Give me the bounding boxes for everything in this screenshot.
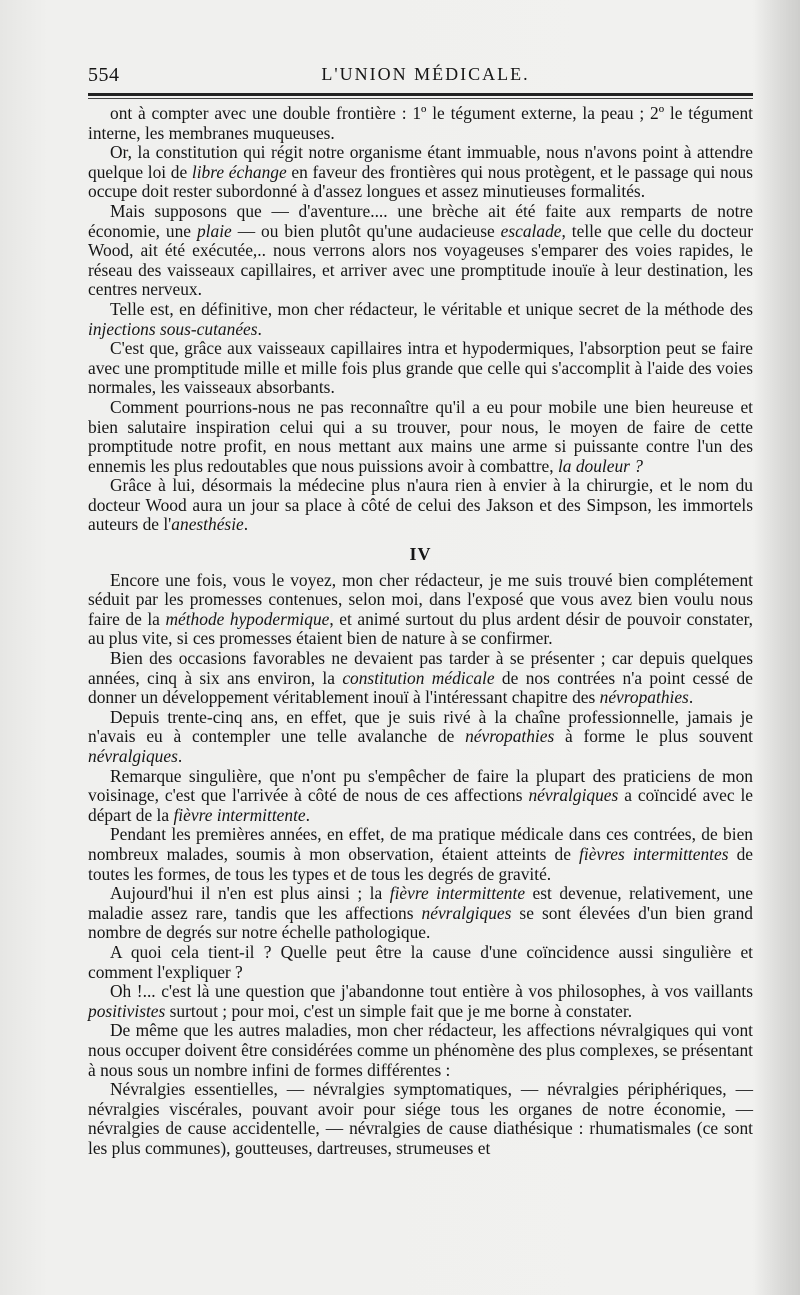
- text-run: — ou bien plutôt qu'une audacieuse: [231, 220, 501, 241]
- text-run: Pendant les premières années, en effet, de ma pratique médicale dans ces contrées, de bien nombreux malades, soumis à mon observation, étaient atteints de: [88, 824, 753, 864]
- text-run: Depuis trente-cinq ans, en effet, que je suis rivé à la chaîne professionnelle, jamais je n'avais eu à contempler une telle avalanche de: [88, 706, 753, 747]
- italic-text: névralgiques: [421, 902, 512, 923]
- paragraph: [88, 300, 753, 339]
- italic-text: la douleur ?: [557, 455, 643, 476]
- italic-text: névralgiques: [528, 785, 619, 806]
- text-run: Comment pourrions-nous ne pas reconnaître qu'il a eu pour mobile une bien heureuse et bien salutaire inspiration celui qui a su trouver, pour nous, le moyen de faire de cette promptitude notre profit, en nous mettant aux mains une arme si puissante contre l'un des ennemis les plus redoutables que nous puissions avoir à combattre,: [88, 396, 753, 476]
- italic-text: névralgiques: [88, 746, 178, 766]
- text-run: Névralgies essentielles, — névralgies symptomatiques, — névralgies périphériques, — névralgies viscérales, pouvant avoir pour siége tous les organes de notre économie, — névralgies de cause accidentelle, — névralgies de cause diathésique : rhumatismales (ce sont les plus communes), goutteuses, dartreuses, strumeuses et: [88, 1079, 753, 1158]
- header-rule: [88, 93, 753, 99]
- text-run: Telle est, en définitive, mon cher rédacteur, le véritable et unique secret de la méthode des: [110, 298, 753, 319]
- italic-text: méthode hypodermique: [165, 608, 330, 629]
- text-run: de nos contrées n'a point cessé de donner un développement véritablement inouï à l'intéressant chapitre des: [88, 667, 753, 708]
- paragraph: [88, 143, 753, 202]
- italic-text: névropathies: [465, 726, 555, 747]
- text-run: se sont élevées d'un bien grand nombre de degrés sur notre échelle pathologique.: [88, 902, 753, 943]
- paragraph: [88, 571, 753, 649]
- page-header: [88, 58, 753, 88]
- paragraph: [88, 708, 753, 767]
- text-run: à forme le plus souvent: [554, 726, 753, 747]
- text-run: Bien des occasions favorables ne devaient pas tarder à se présenter ; car depuis quelques années, cinq à six ans environ, la: [88, 648, 753, 688]
- text-run: .: [305, 804, 310, 825]
- text-run: .: [257, 318, 262, 339]
- paragraph: [88, 104, 753, 143]
- paragraph: [88, 476, 753, 535]
- text-run: C'est que, grâce aux vaisseaux capillaires intra et hypodermiques, l'absorption peut se faire avec une promptitude mille et mille fois plus grande que celle qui s'accomplit à l'aide des voies normales, les vaisseaux absorbants.: [88, 338, 753, 398]
- paragraph: [88, 649, 753, 708]
- text-run: en faveur des frontières qui nous protègent, et le passage qui nous occupe doit rester subordonné à d'assez longues et assez minutieuses formalités.: [88, 161, 753, 202]
- section-heading: IV: [409, 544, 432, 565]
- text-run: Mais supposons que — d'aventure.... une brèche ait été faite aux remparts de notre économie, une: [88, 200, 753, 241]
- paragraphs-after-section: [88, 571, 753, 1159]
- italic-text: injections sous-cutanées: [88, 318, 258, 339]
- text-run: Encore une fois, vous le voyez, mon cher rédacteur, je me suis trouvé bien complétement séduit par les promesses contenues, selon moi, dans l'exposé que vous avez bien voulu nous faire de la: [88, 569, 753, 629]
- italic-text: fièvre intermittente: [173, 804, 306, 825]
- text-run: .: [243, 514, 249, 535]
- paragraph: [88, 1021, 753, 1080]
- paragraph: [88, 825, 753, 884]
- paragraph: [88, 339, 753, 398]
- italic-text: constitution médicale: [342, 667, 495, 688]
- page-number: 554: [88, 64, 120, 86]
- text-run: .: [688, 687, 694, 708]
- paragraphs-before-section: [88, 104, 753, 535]
- italic-text: fièvres intermittentes: [579, 843, 729, 864]
- text-run: ont à compter avec une double frontière : 1º le tégument externe, la peau ; 2º le tégument interne, les membranes muqueuses.: [88, 103, 753, 143]
- italic-text: plaie: [196, 220, 232, 241]
- text-run: A quoi cela tient-il ? Quelle peut être la cause d'une coïncidence aussi singulière et comment l'expliquer ?: [88, 941, 753, 982]
- italic-text: libre échange: [191, 161, 287, 182]
- running-head: L'UNION MÉDICALE.: [321, 64, 530, 84]
- paragraph: [88, 202, 753, 300]
- text-run: surtout ; pour moi, c'est un simple fait que je me borne à constater.: [165, 1000, 633, 1021]
- text-run: est devenue, relativement, une maladie assez rare, tandis que les affections: [88, 883, 754, 923]
- text-run: Oh !... c'est là une question que j'abandonne tout entière à vos philosophes, à vos vaillants: [110, 981, 753, 1002]
- text-run: Aujourd'hui il n'en est plus ainsi ; la: [110, 883, 390, 904]
- text-run: Grâce à lui, désormais la médecine plus n'aura rien à envier à la chirurgie, et le nom du docteur Wood aura un jour sa place à côté de celui des Jakson et des Simpson, les immortels auteurs de l': [88, 475, 753, 535]
- italic-text: fièvre intermittente: [389, 883, 526, 904]
- text-run: Remarque singulière, que n'ont pu s'empêcher de faire la plupart des praticiens de mon voisinage, c'est que l'arrivée à côté de nous de ces affections: [88, 765, 753, 806]
- text-run: , telle que celle du docteur Wood, ait été exécutée,.. nous verrons alors nos voyageuses s'emparer des voies rapides, le réseau des vaisseaux capillaires, et arriver avec une promptitude inouïe à leur destination, les centres nerveux.: [88, 220, 753, 300]
- paragraph: [88, 1080, 753, 1158]
- paragraph: [88, 767, 753, 826]
- italic-text: positivistes: [88, 1000, 166, 1021]
- text-run: , et animé surtout du plus ardent désir de pouvoir constater, au plus vite, si ces promesses étaient bien de nature à se confirmer.: [88, 608, 754, 649]
- text-run: a coïncidé avec le départ de la: [88, 785, 754, 825]
- body-text: [88, 104, 753, 1158]
- page-edge-shadow: [754, 0, 800, 1295]
- paragraph: [88, 943, 753, 982]
- italic-text: escalade: [500, 220, 562, 241]
- italic-text: anesthésie: [171, 514, 244, 535]
- text-run: De même que les autres maladies, mon cher rédacteur, les affections névralgiques qui vont nous occuper doivent être considérées comme un phénomène des plus complexes, se présentant à nous sous un nombre infini de formes différentes :: [88, 1020, 753, 1080]
- paragraph: [88, 398, 753, 476]
- text-run: de toutes les formes, de tous les types et de tous les degrés de gravité.: [88, 843, 753, 884]
- text-run: .: [177, 746, 183, 766]
- italic-text: névropathies: [599, 687, 689, 708]
- text-run: Or, la constitution qui régit notre organisme étant immuable, nous n'avons point à attendre quelque loi de: [88, 142, 753, 182]
- paragraph: [88, 884, 753, 943]
- paragraph: [88, 982, 753, 1021]
